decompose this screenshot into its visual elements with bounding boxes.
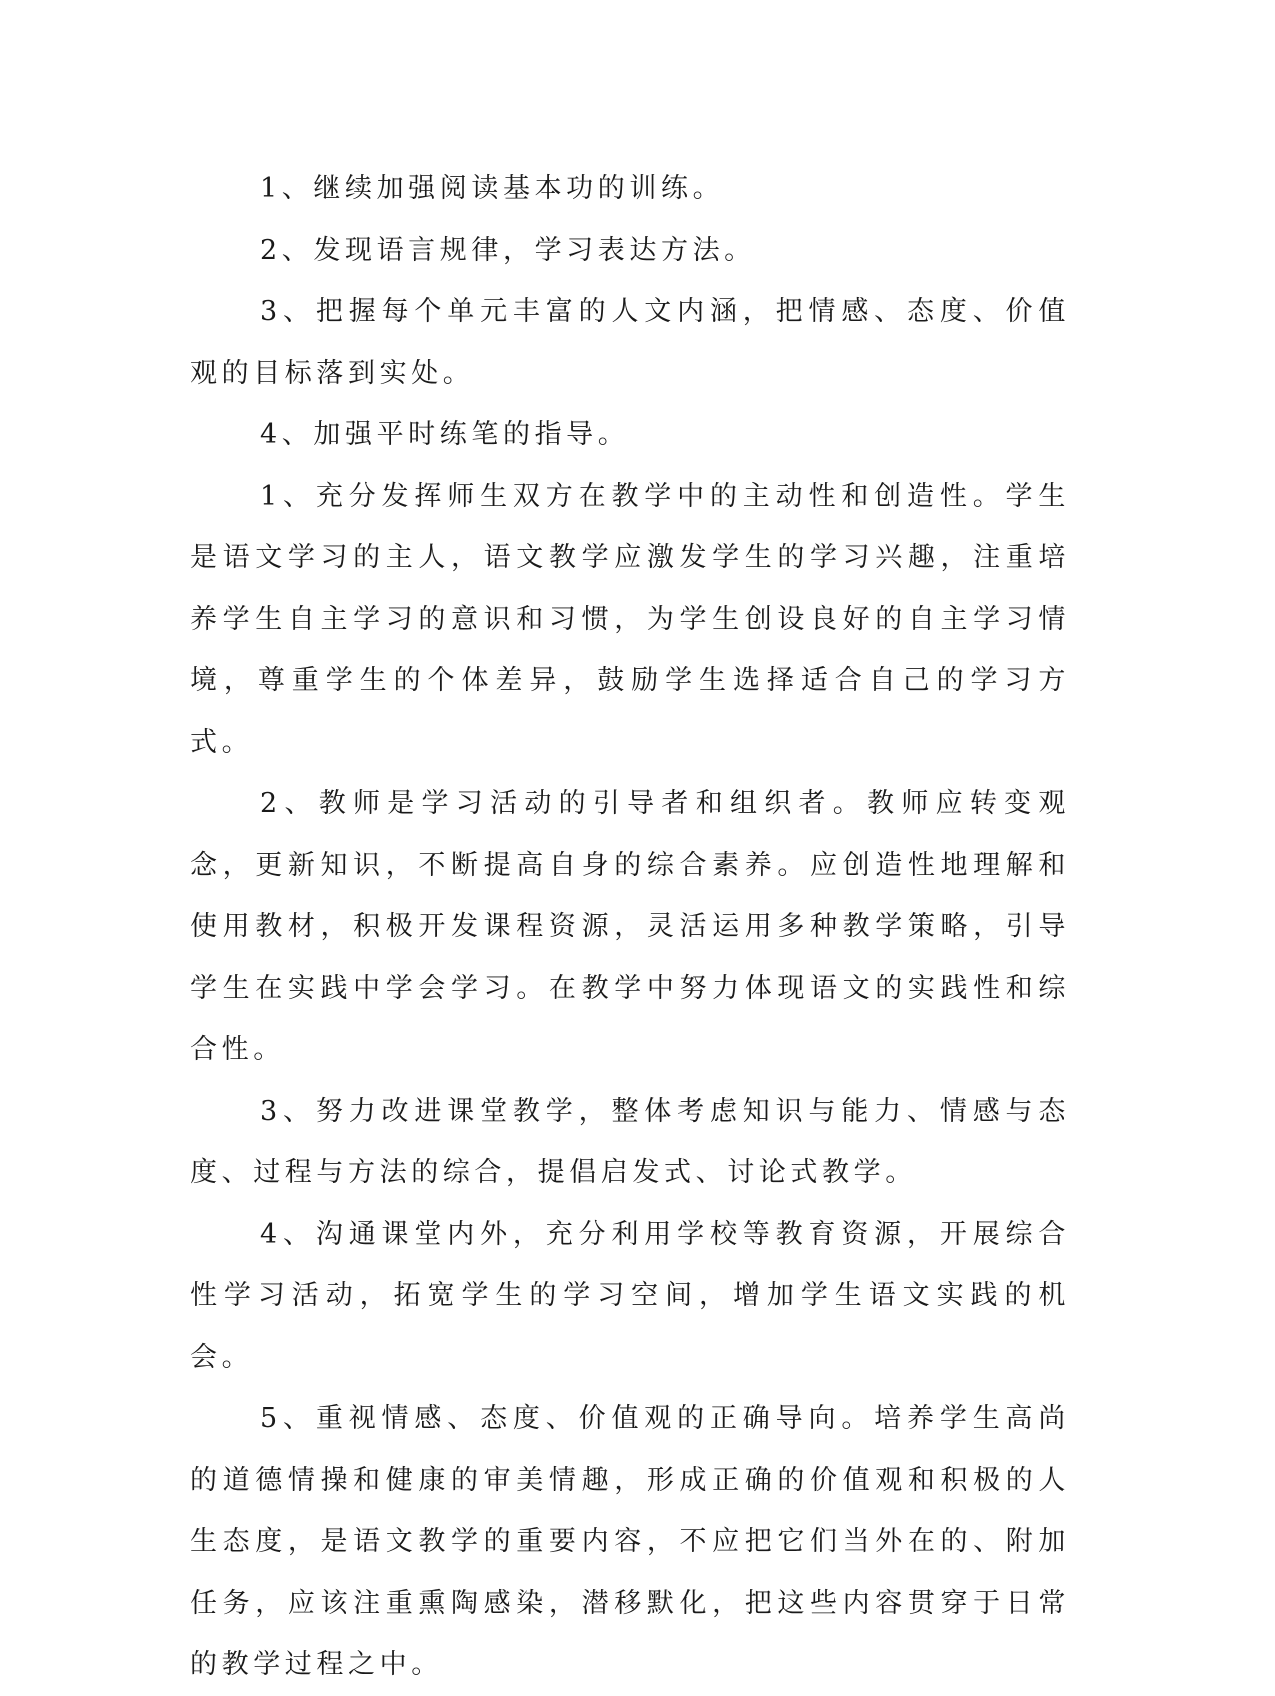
paragraph-4: 4、加强平时练笔的指导。 — [260, 419, 630, 450]
paragraph-5: 1、充分发挥师生双方在教学中的主动性和创造性。学生是语文学习的主人，语文教学应激发学生的学习兴趣，注重培养学生自主学习的意识和习惯，为学生创设良好的自主学习情境，尊重学生的个体差异，鼓励学生选择适合自己的学习方式。 — [190, 480, 1070, 758]
paragraph-8: 4、沟通课堂内外，充分利用学校等教育资源，开展综合性学习活动，拓宽学生的学习空间，增加学生语文实践的机会。 — [190, 1218, 1070, 1373]
paragraph-3: 3、把握每个单元丰富的人文内涵，把情感、态度、价值观的目标落到实处。 — [190, 296, 1070, 389]
document-body — [190, 158, 1070, 1696]
paragraph-2: 2、发现语言规律，学习表达方法。 — [260, 234, 756, 266]
paragraph-1: 1、继续加强阅读基本功的训练。 — [260, 173, 725, 204]
paragraph-9: 5、重视情感、态度、价值观的正确导向。培养学生高尚的道德情操和健康的审美情趣，形成正确的价值观和积极的人生态度，是语文教学的重要内容，不应把它们当外在的、附加任务，应该注重熏陶感染，潜移默化，把这些内容贯穿于日常的教学过程之中。 — [190, 1403, 1070, 1680]
paragraph-7: 3、努力改进课堂教学，整体考虑知识与能力、情感与态度、过程与方法的综合，提倡启发式、讨论式教学。 — [190, 1095, 1070, 1188]
paragraph-6: 2、教师是学习活动的引导者和组织者。教师应转变观念，更新知识，不断提高自身的综合素养。应创造性地理解和使用教材，积极开发课程资源，灵活运用多种教学策略，引导学生在实践中学会学习。在教学中努力体现语文的实践性和综合性。 — [190, 788, 1070, 1065]
